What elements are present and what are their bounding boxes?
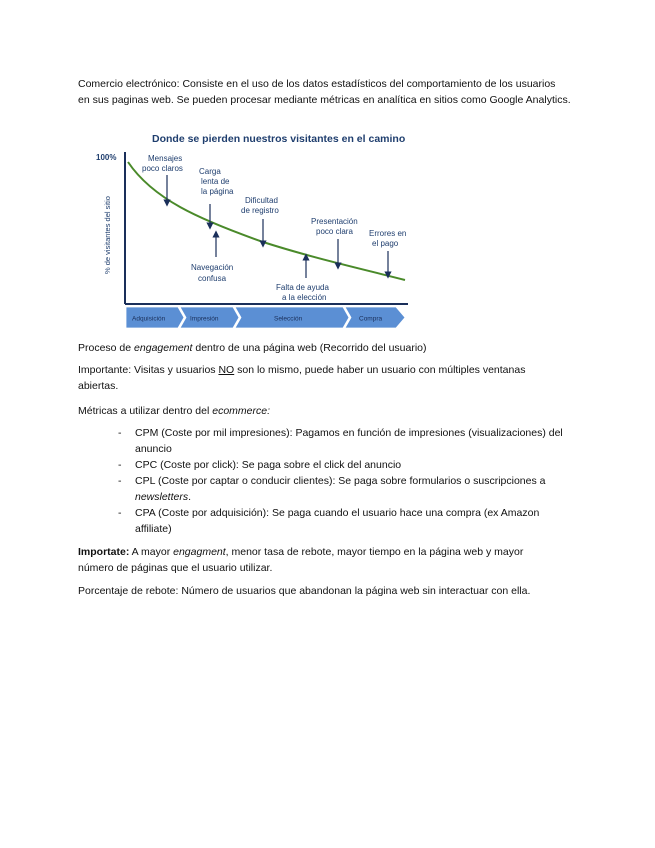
annotation-line: confusa bbox=[198, 274, 227, 283]
important-note-visits bbox=[78, 362, 578, 394]
stage-label: Impresión bbox=[190, 315, 219, 323]
annotation-line: Errores en bbox=[369, 229, 407, 238]
annotation-line: Presentación bbox=[311, 217, 358, 226]
y-top-label: 100% bbox=[96, 153, 117, 162]
annotation-navegacion bbox=[191, 234, 233, 283]
metric-line-1: CPL (Coste por captar o conducir clientes): Se paga sobre formularios o suscripciones a bbox=[135, 475, 546, 487]
important2-emphasis: engagment bbox=[173, 546, 226, 558]
list-dash: - bbox=[118, 459, 122, 471]
intro-line-1: Comercio electrónico: Consiste en el uso de los datos estadísticos del comportamiento de los usuarios bbox=[78, 78, 556, 90]
caption-suffix: dentro de una página web (Recorrido del usuario) bbox=[192, 342, 427, 354]
svg-text:Errores enel pago bbox=[369, 229, 406, 248]
figure-caption bbox=[78, 340, 578, 356]
diagram-title: Donde se pierden nuestros visitantes en el camino bbox=[152, 133, 406, 145]
svg-text:Dificultadde registro bbox=[241, 196, 279, 215]
list-dash: - bbox=[118, 427, 122, 439]
list-item bbox=[118, 505, 578, 537]
important-underlined-no: NO bbox=[218, 364, 235, 376]
svg-text:Presentaciónpoco clara bbox=[311, 217, 358, 236]
metric-line-1: CPM (Coste por mil impresiones): Pagamos en función de impresiones (visualizaciones) del bbox=[135, 427, 563, 439]
important2-line-1-rest: , menor tasa de rebote, mayor tiempo en la página web y mayor bbox=[225, 546, 524, 558]
annotation-line: lenta de bbox=[201, 177, 230, 186]
svg-text:Cargalenta dela página bbox=[199, 167, 234, 196]
stage-label: Adquisición bbox=[132, 315, 166, 323]
visitor-curve bbox=[128, 162, 405, 280]
important2-label: Importate: bbox=[78, 546, 130, 558]
metric-line-2: affiliate) bbox=[135, 523, 172, 535]
svg-text:Mensajespoco claros bbox=[142, 154, 183, 173]
important2-prefix: A mayor bbox=[129, 546, 174, 558]
metrics-heading-prefix: Métricas a utilizar dentro del bbox=[78, 405, 213, 417]
annotation-line: poco clara bbox=[316, 227, 353, 236]
caption-emphasis: engagement bbox=[134, 342, 193, 354]
intro-paragraph bbox=[78, 76, 578, 108]
annotation-errores bbox=[369, 229, 406, 275]
annotation-line: Dificultad bbox=[245, 196, 278, 205]
annotation-line: Carga bbox=[199, 167, 221, 176]
stage-label: Selección bbox=[274, 315, 303, 323]
metrics-heading bbox=[78, 403, 578, 419]
annotation-line: de registro bbox=[241, 206, 279, 215]
important-line-1-rest: son lo mismo, puede haber un usuario con múltiples ventanas bbox=[234, 364, 526, 376]
annotation-carga bbox=[199, 167, 234, 226]
visitor-drop-diagram bbox=[78, 124, 430, 330]
metric-line-2-tail: . bbox=[188, 491, 192, 503]
annotation-line: la página bbox=[201, 187, 234, 196]
annotation-line: Navegación bbox=[191, 263, 234, 272]
list-item bbox=[118, 473, 578, 505]
annotation-line: Falta de ayuda bbox=[276, 283, 329, 292]
caption-prefix: Proceso de bbox=[78, 342, 135, 354]
list-item bbox=[118, 457, 578, 473]
list-dash: - bbox=[118, 507, 122, 519]
important-line-2: abiertas. bbox=[78, 380, 119, 392]
list-item bbox=[118, 425, 578, 457]
metric-line-1: CPA (Coste por adquisición): Se paga cuando el usuario hace una compra (ex Amazon bbox=[135, 507, 540, 519]
stage-label: Compra bbox=[359, 315, 383, 323]
metrics-heading-emphasis: ecommerce: bbox=[212, 405, 270, 417]
svg-text:Navegaciónconfusa bbox=[191, 263, 233, 283]
important-note-engagement bbox=[78, 544, 578, 576]
annotation-line: Mensajes bbox=[148, 154, 183, 163]
important-prefix: Importante: Visitas y usuarios bbox=[78, 364, 219, 376]
y-axis-label: % de visitantes del sitio bbox=[103, 196, 112, 274]
bounce-rate-definition: Porcentaje de rebote: Número de usuarios que abandonan la página web sin interactuar con ella. bbox=[78, 585, 531, 597]
annotation-line: poco claros bbox=[142, 164, 183, 173]
intro-line-2: en sus paginas web. Se pueden procesar mediante métricas en analítica en sitios como Google Analytics. bbox=[78, 94, 571, 106]
annotation-line: a la elección bbox=[282, 293, 327, 302]
important2-line-2: número de páginas que el usuario utilizar. bbox=[78, 562, 273, 574]
annotation-falta-ayuda bbox=[276, 257, 329, 302]
metric-line-1: CPC (Coste por click): Se paga sobre el click del anuncio bbox=[135, 459, 402, 471]
metrics-list bbox=[118, 425, 578, 537]
metric-line-2-emphasis: newsletters bbox=[135, 491, 189, 503]
stage-bar bbox=[126, 307, 405, 328]
list-dash: - bbox=[118, 475, 122, 487]
annotation-line: el pago bbox=[372, 239, 399, 248]
svg-text:Falta de ayudaa la elección bbox=[276, 283, 329, 302]
metric-line-2: anuncio bbox=[135, 443, 172, 455]
